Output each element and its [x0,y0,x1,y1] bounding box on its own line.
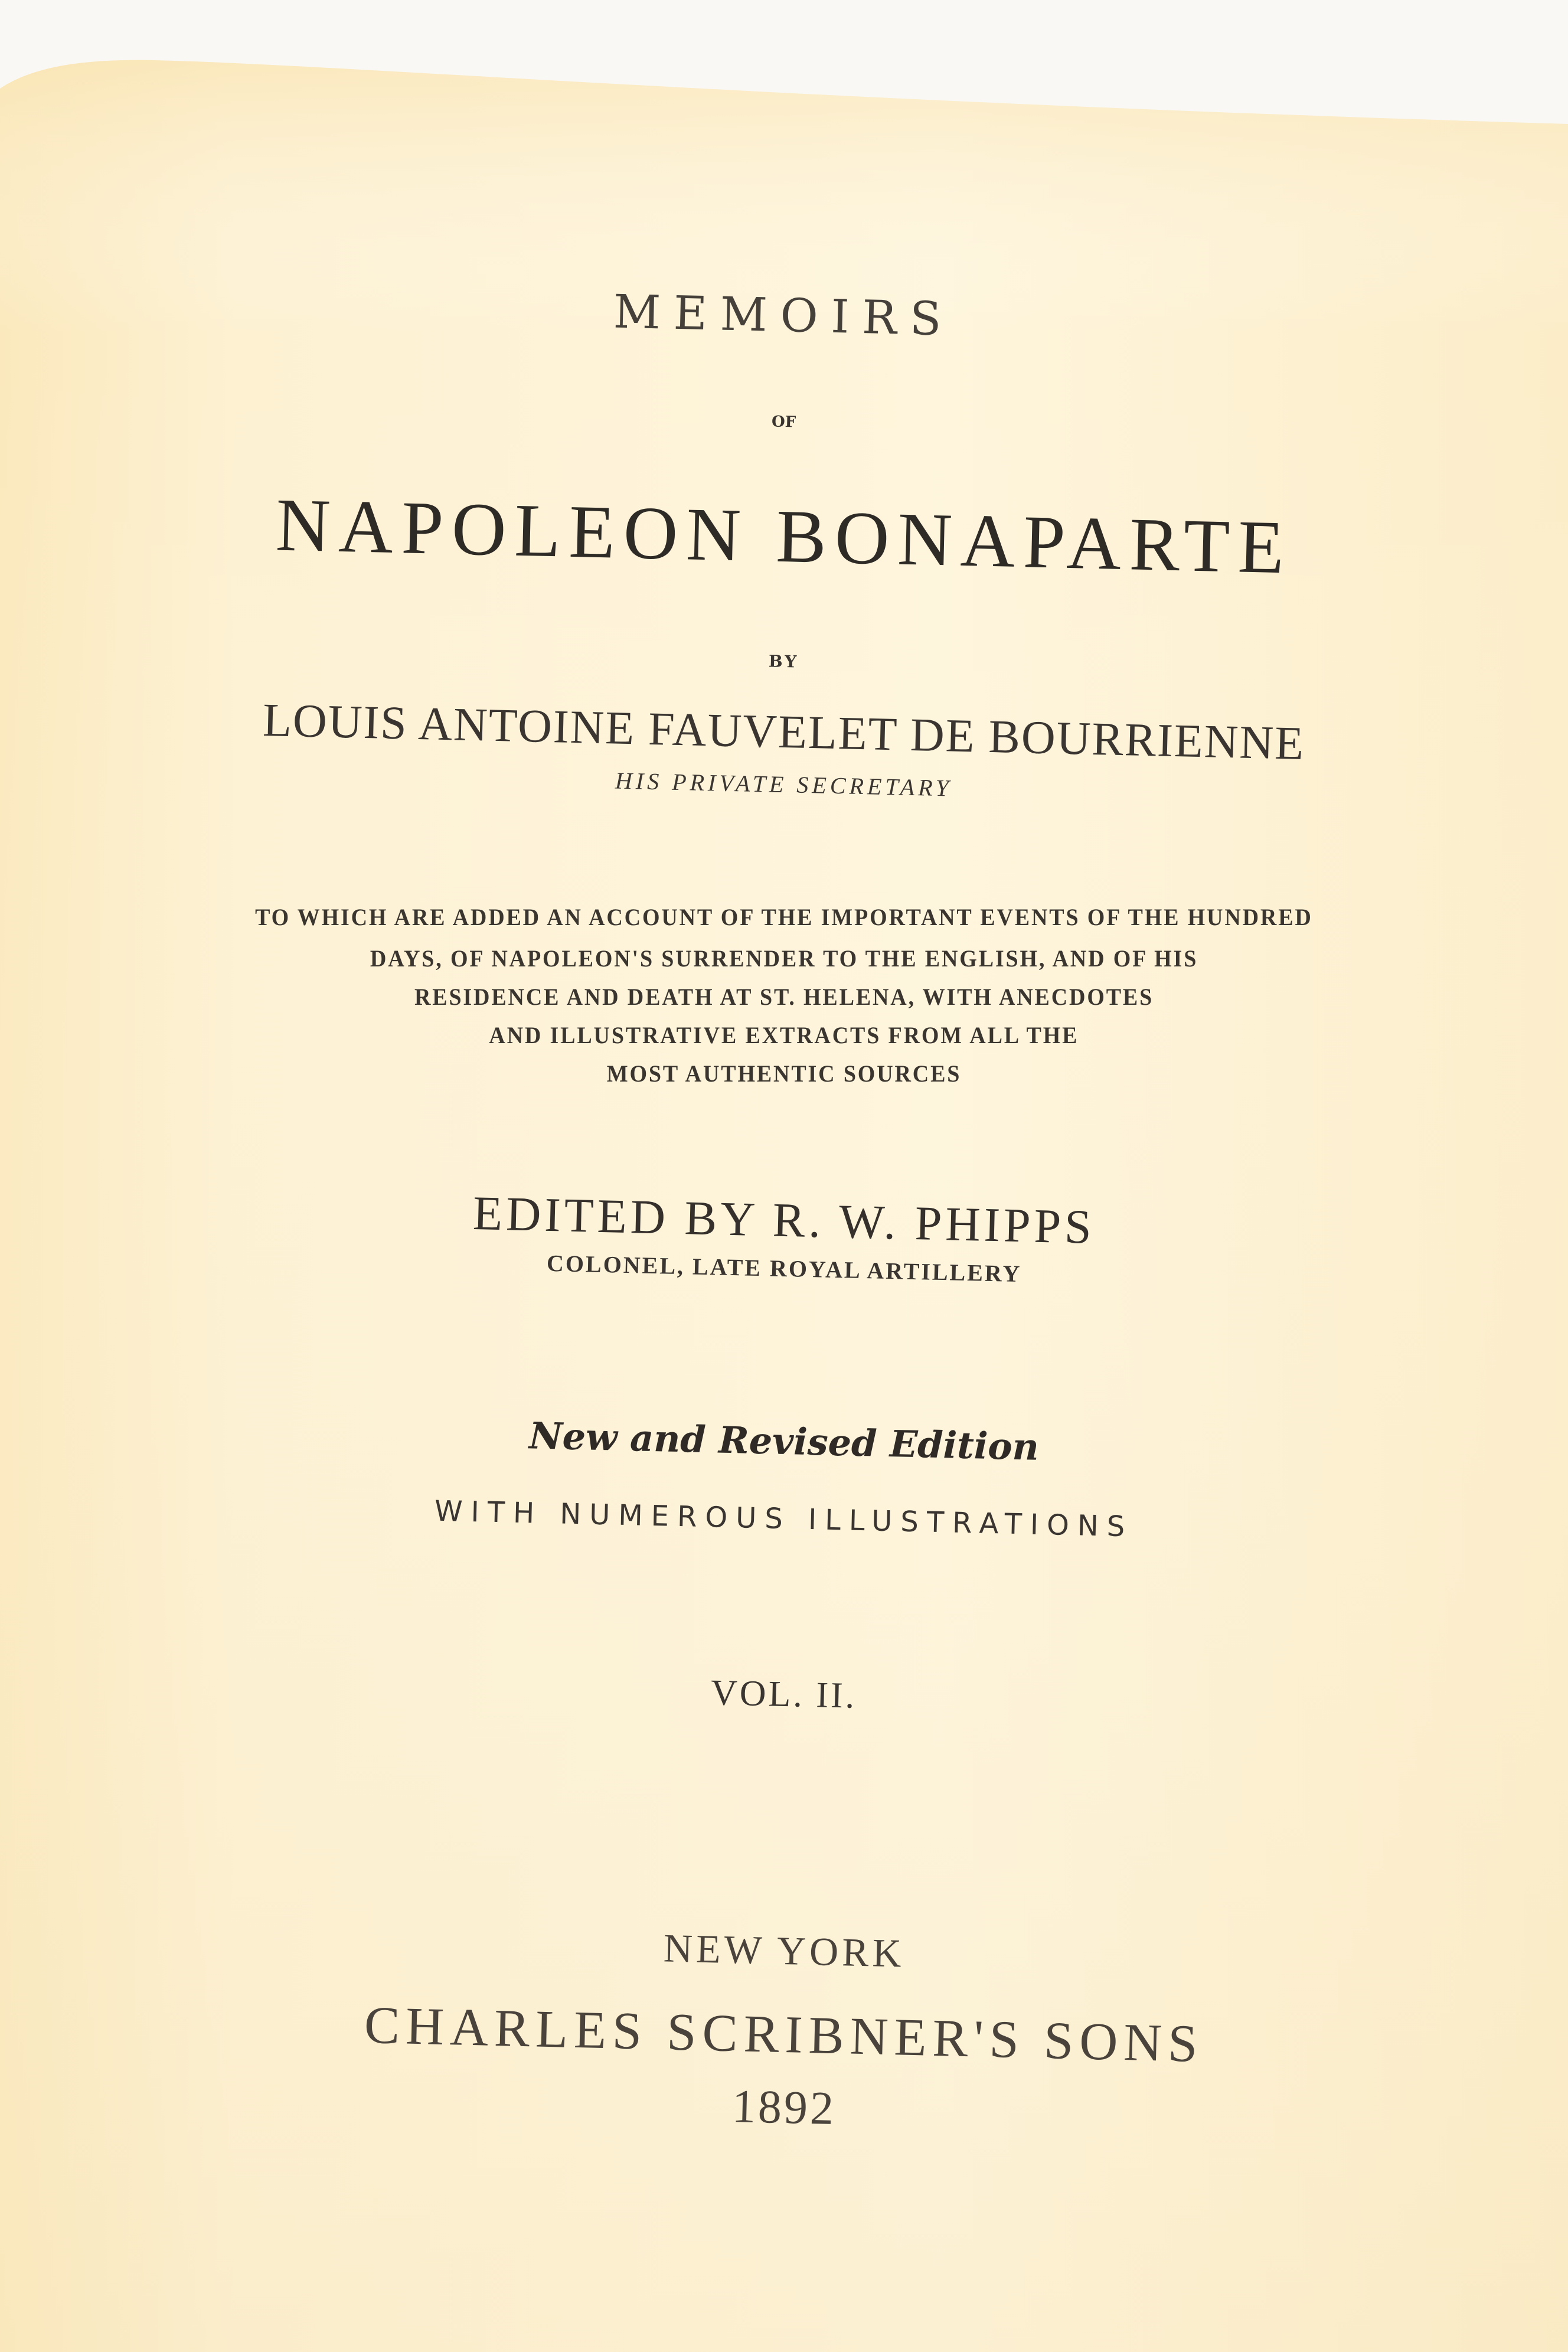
title-subject [0,482,1568,590]
title-memoirs [0,285,1568,347]
publisher-name [0,1995,1568,2074]
description-line [0,1021,1568,1049]
editor-role-text: COLONEL, LATE ROYAL ARTILLERY [546,1249,1022,1288]
edition [0,1414,1568,1469]
description-text: MOST AUTHENTIC SOURCES [606,1060,962,1087]
publication-year [0,2081,1568,2135]
author-name [0,694,1568,770]
by-text: BY [769,651,799,672]
description-text: RESIDENCE AND DEATH AT ST. HELENA, WITH ANECDOTES [414,984,1154,1010]
author-role-text: HIS PRIVATE SECRETARY [615,767,953,802]
publisher-text: CHARLES SCRIBNER'S SONS [364,1995,1204,2074]
of-text: OF [772,413,796,432]
illustrations-note [0,1494,1568,1544]
author-text: LOUIS ANTOINE FAUVELET DE BOURRIENNE [262,694,1306,770]
volume-text: VOL. II. [710,1672,858,1716]
description-text: DAYS, OF NAPOLEON'S SURRENDER TO THE ENGLISH, AND OF HIS [370,945,1198,972]
editor-role [0,1249,1568,1288]
description-line [0,945,1568,972]
title-of [0,413,1568,431]
subject-text: NAPOLEON BONAPARTE [275,482,1293,590]
description-line [0,983,1568,1011]
author-role [0,767,1568,802]
volume [0,1674,1568,1716]
description-text: TO WHICH ARE ADDED AN ACCOUNT OF THE IMPORTANT EVENTS OF THE HUNDRED [255,904,1313,930]
city-text: NEW YORK [662,1925,906,1976]
edition-text: New and Revised Edition [528,1414,1040,1469]
editor-text: EDITED BY R. W. PHIPPS [472,1186,1096,1254]
year-text: 1892 [731,2080,837,2135]
publisher-city [0,1925,1568,1976]
description-line [0,903,1568,931]
description-text: AND ILLUSTRATIVE EXTRACTS FROM ALL THE [489,1022,1079,1048]
editor [0,1186,1568,1254]
by-label [0,652,1568,671]
illustrations-text: WITH NUMEROUS ILLUSTRATIONS [434,1494,1134,1544]
description-line [0,1060,1568,1087]
title-top-text: MEMOIRS [613,285,955,347]
